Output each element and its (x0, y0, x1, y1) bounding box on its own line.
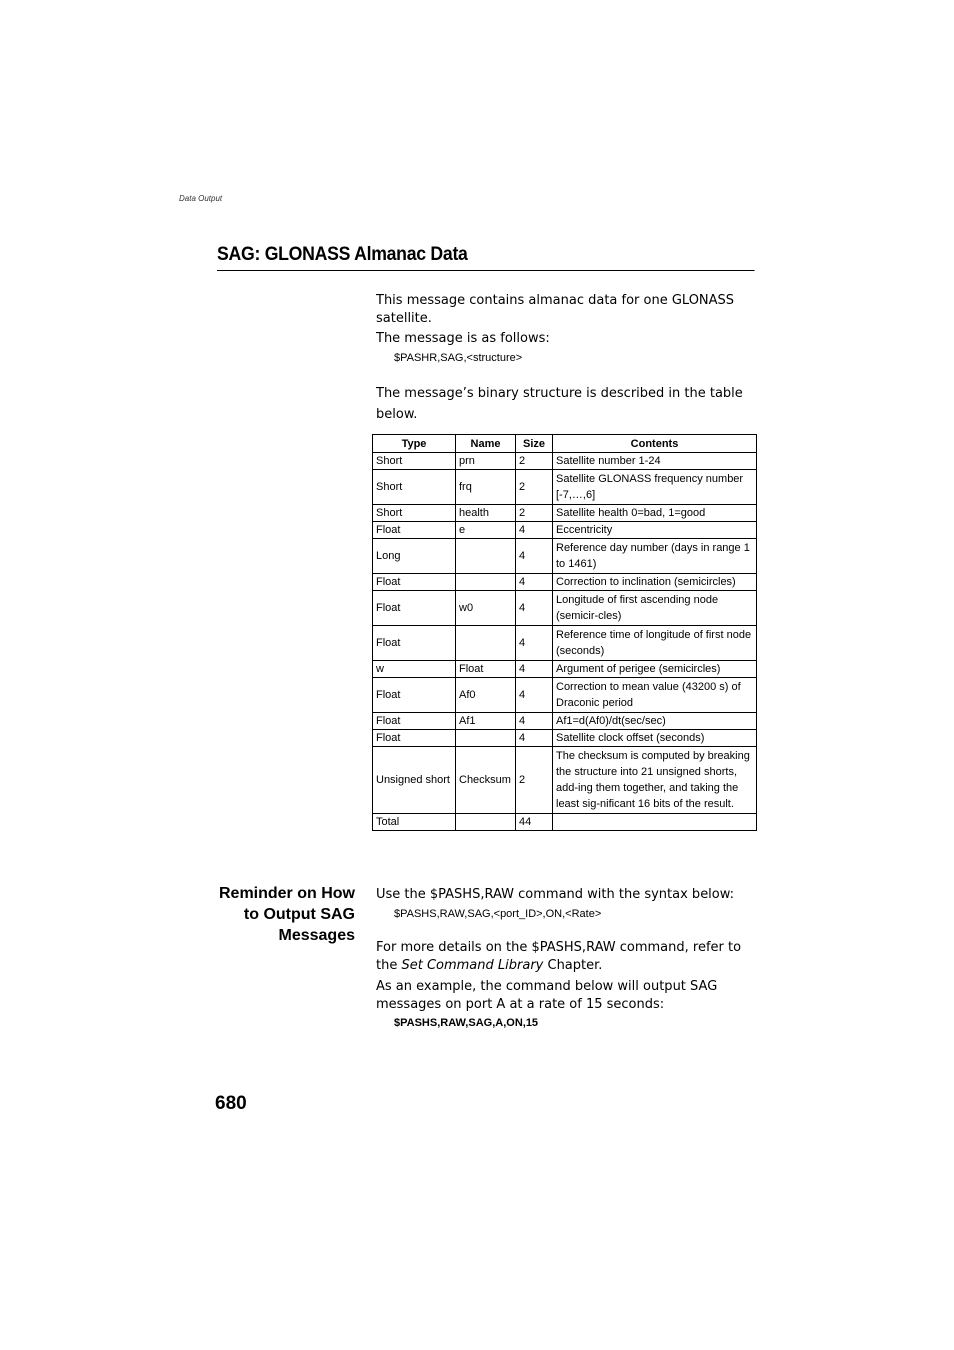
intro-paragraph: This message contains almanac data for one GLONASS satellite. (376, 293, 735, 326)
table-cell (456, 539, 516, 574)
table-cell: Float (373, 574, 456, 591)
table-cell: frq (456, 470, 516, 505)
details-paragraph (376, 939, 756, 975)
table-cell: Short (373, 505, 456, 522)
table-row (373, 539, 757, 574)
set-command-library-reference: Set Command Library (401, 958, 544, 973)
binary-structure-text: The message’s binary structure is described in the table below. (376, 386, 743, 422)
table-cell: Short (373, 470, 456, 505)
column-header: Contents (553, 435, 757, 453)
table-cell: Satellite health 0=bad, 1=good (553, 505, 757, 522)
table-cell: 2 (516, 505, 553, 522)
table-row (373, 574, 757, 591)
column-header: Type (373, 435, 456, 453)
table-row (373, 626, 757, 661)
table-row (373, 730, 757, 747)
table-cell (553, 814, 757, 831)
page-number: 680 (215, 1093, 247, 1114)
message-follows-text: The message is as follows: (376, 331, 550, 346)
table-cell: Reference time of longitude of first node (seconds) (553, 626, 757, 661)
table-row (373, 453, 757, 470)
table-row (373, 505, 757, 522)
table-cell: 2 (516, 453, 553, 470)
table-row (373, 470, 757, 505)
table-cell: prn (456, 453, 516, 470)
table-cell: Float (373, 730, 456, 747)
section-title: SAG: GLONASS Almanac Data (217, 244, 755, 271)
table-row (373, 678, 757, 713)
table-cell: 4 (516, 539, 553, 574)
table-cell: Float (373, 626, 456, 661)
table-cell: Af1=d(Af0)/dt(sec/sec) (553, 713, 757, 730)
example-command: $PASHS,RAW,SAG,A,ON,15 (394, 1017, 539, 1029)
table-cell: 44 (516, 814, 553, 831)
table-cell (456, 626, 516, 661)
table-cell: 4 (516, 730, 553, 747)
table-cell: Af0 (456, 678, 516, 713)
table-cell: 4 (516, 591, 553, 626)
table-cell: Longitude of first ascending node (semicir-cles) (553, 591, 757, 626)
table-cell: Satellite GLONASS frequency number [-7,…,6] (553, 470, 757, 505)
table-cell: Satellite number 1-24 (553, 453, 757, 470)
example-paragraph: As an example, the command below will output SAG messages on port A at a rate of 15 seconds: (376, 979, 718, 1012)
table-row (373, 713, 757, 730)
structure-table (372, 434, 757, 831)
table-cell: Reference day number (days in range 1 to 1461) (553, 539, 757, 574)
column-header: Size (516, 435, 553, 453)
table-cell: e (456, 522, 516, 539)
table-cell: 2 (516, 747, 553, 814)
table-cell: Unsigned short (373, 747, 456, 814)
table-cell (456, 730, 516, 747)
reminder-heading: Reminder on How to Output SAG Messages (218, 885, 355, 944)
table-row (373, 747, 757, 814)
reminder-use-text: Use the $PASHS,RAW command with the syntax below: (376, 887, 735, 902)
table-cell: Float (373, 522, 456, 539)
table-cell: Af1 (456, 713, 516, 730)
table-cell: w (373, 661, 456, 678)
table-cell: Correction to inclination (semicircles) (553, 574, 757, 591)
table-cell: 2 (516, 470, 553, 505)
table-cell: Correction to mean value (43200 s) of Draconic period (553, 678, 757, 713)
table-cell: w0 (456, 591, 516, 626)
table-cell: Float (456, 661, 516, 678)
raw-command-syntax: $PASHS,RAW,SAG,<port_ID>,ON,<Rate> (394, 908, 602, 920)
table-cell: Argument of perigee (semicircles) (553, 661, 757, 678)
running-head: Data Output (179, 194, 223, 203)
table-cell: Eccentricity (553, 522, 757, 539)
table-cell: Total (373, 814, 456, 831)
table-cell: Checksum (456, 747, 516, 814)
table-cell: 4 (516, 661, 553, 678)
table-cell: Float (373, 713, 456, 730)
table-cell: 4 (516, 574, 553, 591)
table-row (373, 661, 757, 678)
table-cell: Long (373, 539, 456, 574)
message-syntax: $PASHR,SAG,<structure> (394, 352, 523, 364)
details-text: For more details on the $PASHS,RAW command, refer to the (376, 940, 742, 973)
table-cell: 4 (516, 626, 553, 661)
table-cell: Satellite clock offset (seconds) (553, 730, 757, 747)
table-row (373, 591, 757, 626)
table-header-row (373, 435, 757, 453)
table-row (373, 522, 757, 539)
table-cell: 4 (516, 713, 553, 730)
table-cell: Float (373, 591, 456, 626)
table-row (373, 814, 757, 831)
table-cell: 4 (516, 678, 553, 713)
table-cell (456, 814, 516, 831)
details-text-end: Chapter. (543, 958, 603, 973)
table-cell: health (456, 505, 516, 522)
table-cell: 4 (516, 522, 553, 539)
table-cell: Short (373, 453, 456, 470)
table-cell (456, 574, 516, 591)
column-header: Name (456, 435, 516, 453)
table-cell: The checksum is computed by breaking the structure into 21 unsigned shorts, add-ing them together, and taking the least sig-nificant 16 bits of the result. (553, 747, 757, 814)
table-cell: Float (373, 678, 456, 713)
